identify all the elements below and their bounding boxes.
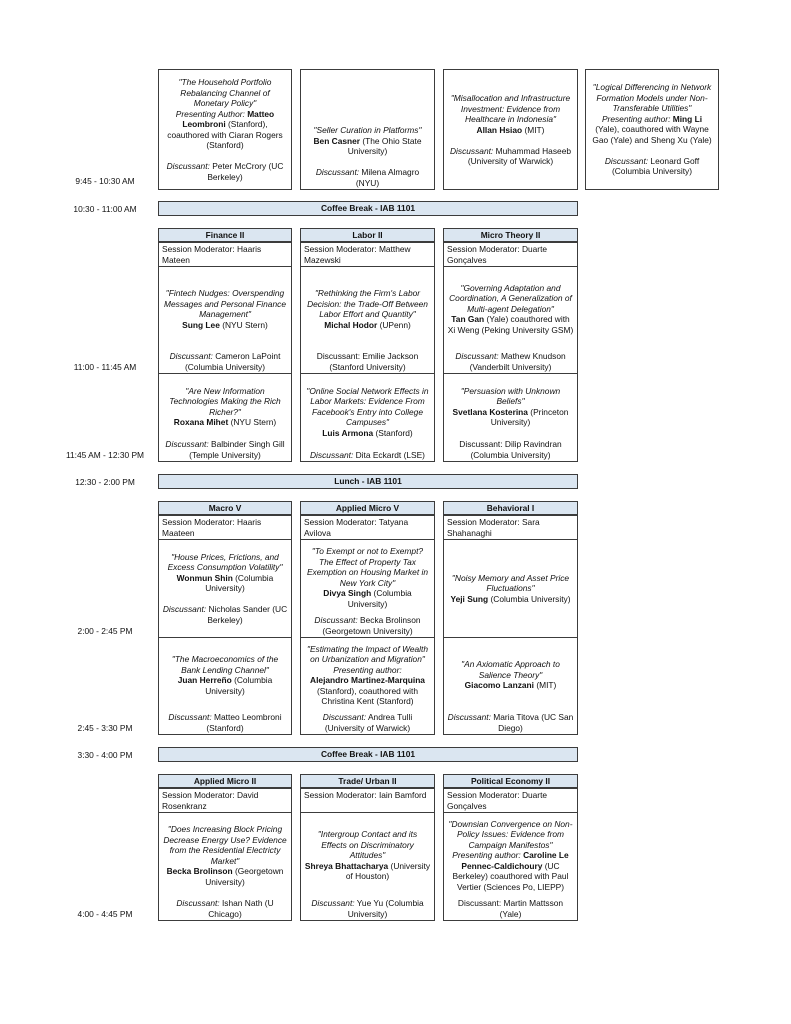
- presenter-name: Allan Hsiao: [476, 124, 523, 135]
- session-paper-cell: [443, 69, 578, 190]
- presenter-line: Presenting Author: Matteo Leombroni (Stanford), coauthored with Ciaran Rogers (Stanford): [167, 108, 283, 150]
- session-moderator: Session Moderator: Sara Shahanaghi: [443, 515, 578, 540]
- paper-cell: [158, 637, 292, 735]
- paper-cell: [158, 266, 292, 374]
- presenter-line: Yeji Sung (Columbia University): [450, 593, 571, 604]
- paper-title: "Noisy Memory and Asset Price Fluctuations": [451, 572, 570, 594]
- paper-title: "An Axiomatic Approach to Salience Theory": [461, 659, 560, 680]
- paper-title: "Seller Curation in Platforms": [313, 125, 422, 135]
- discussant-line: Discussant: Muhammad Haseeb (University of Warwick): [449, 145, 572, 166]
- discussant-line: Discussant: Peter McCrory (UC Berkeley): [166, 161, 284, 182]
- time-slot-label: 9:45 - 10:30 AM: [75, 176, 135, 186]
- presenter-name: Sung Lee: [182, 319, 220, 330]
- presenter-name: Wonmun Shin: [176, 572, 233, 583]
- paper-cell: [300, 637, 435, 735]
- presenter-line: Ben Casner (The Ohio State University): [313, 135, 422, 156]
- session-header: Applied Micro V: [300, 501, 435, 515]
- paper-title: "House Prices, Frictions, and Excess Consumption Volatility": [167, 551, 283, 573]
- coffee-break-bar: Coffee Break - IAB 1101: [158, 747, 578, 762]
- presenter-name: Becka Brolinson: [166, 866, 233, 876]
- presenter-line: Roxana Mihet (NYU Stern): [173, 417, 277, 427]
- session-paper-cell: [300, 69, 435, 190]
- session-paper-cell: [585, 69, 719, 190]
- time-slot-label: 2:45 - 3:30 PM: [77, 723, 133, 733]
- paper-cell: [158, 373, 292, 462]
- paper-title: "Are New Information Technologies Making the Rich Richer?": [169, 385, 281, 417]
- presenter-line: Allan Hsiao (MIT): [476, 124, 545, 135]
- session-header: Trade/ Urban II: [300, 774, 435, 788]
- presenter-line: Divya Singh (Columbia University): [323, 588, 412, 609]
- paper-title: "Fintech Nudges: Overspending Messages and Personal Finance Management": [164, 288, 286, 319]
- session-header: Micro Theory II: [443, 228, 578, 242]
- presenter-name: Juan Herreño: [177, 675, 232, 685]
- paper-cell: [443, 539, 578, 638]
- paper-title: "The Household Portfolio Rebalancing Channel of Monetary Policy": [178, 77, 272, 108]
- session-header: Applied Micro II: [158, 774, 292, 788]
- paper-title: "Misallocation and Infrastructure Investment: Evidence from Healthcare in Indonesia": [450, 93, 571, 124]
- session-header: Macro V: [158, 501, 292, 515]
- discussant-line: Discussant: Ishan Nath (U Chicago): [176, 898, 274, 919]
- discussant-line: Discussant: Martin Mattsson (Yale): [457, 898, 564, 919]
- time-slot-label: 11:00 - 11:45 AM: [73, 362, 137, 372]
- time-slot-label: 10:30 - 11:00 AM: [73, 204, 137, 214]
- presenter-name: Divya Singh: [323, 588, 372, 598]
- discussant-line: Discussant: Becka Brolinson (Georgetown University): [314, 615, 421, 636]
- presenter-name: Matteo Leombroni: [182, 108, 275, 129]
- paper-title: "Estimating the Impact of Wealth on Urbanization and Migration" Presenting author:: [306, 643, 429, 675]
- presenter-name: Caroline Le Pennec-Caldichoury: [461, 850, 569, 871]
- time-slot-label: 11:45 AM - 12:30 PM: [65, 450, 145, 460]
- discussant-line: Discussant: Dilip Ravindran (Columbia University): [459, 439, 562, 460]
- presenter-line: Juan Herreño (Columbia University): [177, 675, 273, 696]
- presenter-name: Roxana Mihet: [173, 417, 229, 427]
- paper-title: "Downsian Convergence on Non-Policy Issues: Evidence from Campaign Manifestos": [448, 818, 573, 850]
- presenter-line: Presenting author: Caroline Le Pennec-Caldichoury (UC Berkeley) coauthored with Paul Vertier (Sciences Po, LIEPP): [452, 850, 569, 892]
- discussant-line: Discussant: Andrea Tulli (University of Warwick): [322, 712, 413, 733]
- session-moderator: Session Moderator: Iain Bamford: [300, 788, 435, 813]
- discussant-line: Discussant: Dita Eckardt (LSE): [310, 449, 425, 460]
- session-header: Finance II: [158, 228, 292, 242]
- discussant-line: Discussant: Emilie Jackson (Stanford University): [316, 351, 419, 372]
- discussant-line: Discussant: Nicholas Sander (UC Berkeley): [162, 604, 288, 625]
- presenter-name: Svetlana Kosterina: [452, 406, 528, 417]
- session-header: Labor II: [300, 228, 435, 242]
- paper-cell: [443, 373, 578, 462]
- presenter-line: Luis Armona (Stanford): [322, 427, 413, 438]
- time-slot-label: 2:00 - 2:45 PM: [77, 626, 133, 636]
- discussant-line: Discussant: Mathew Knudson (Vanderbilt University): [455, 351, 566, 372]
- paper-title: "Rethinking the Firm's Labor Decision: the Trade-Off Between Labor Effort and Quantity": [307, 288, 428, 319]
- session-moderator: Session Moderator: Duarte Gonçalves: [443, 788, 578, 813]
- paper-cell: [443, 812, 578, 921]
- presenter-name: Alejandro Martinez-Marquina: [310, 675, 425, 685]
- time-slot-label: 12:30 - 2:00 PM: [75, 477, 135, 487]
- presenter-line: Shreya Bhattacharya (University of Houston): [304, 860, 431, 882]
- presenter-line: Sung Lee (NYU Stern): [182, 319, 268, 330]
- presenter-line: Michal Hodor (UPenn): [324, 319, 411, 330]
- session-paper-cell: [158, 69, 292, 190]
- discussant-line: Discussant: Milena Almagro (NYU): [315, 167, 420, 188]
- presenter-line: Becka Brolinson (Georgetown University): [166, 866, 284, 887]
- discussant-line: Discussant: Leonard Goff (Columbia University): [604, 155, 700, 177]
- presenter-name: Luis Armona: [322, 427, 374, 438]
- session-moderator: Session Moderator: Tatyana Avilova: [300, 515, 435, 540]
- paper-title: "To Exempt or not to Exempt? The Effect of Property Tax Exemption on Housing Market in New York City": [306, 546, 429, 588]
- paper-cell: [300, 373, 435, 462]
- discussant-line: Discussant: Cameron LaPoint (Columbia University): [169, 351, 281, 372]
- session-header: Behavioral I: [443, 501, 578, 515]
- lunch-bar: Lunch - IAB 1101: [158, 474, 578, 489]
- session-moderator: Session Moderator: Haaris Maateen: [158, 515, 292, 540]
- presenter-line: Tan Gan (Yale) coauthored with Xi Weng (Peking University GSM): [447, 314, 574, 335]
- session-header: Political Economy II: [443, 774, 578, 788]
- presenter-name: Shreya Bhattacharya: [304, 860, 389, 871]
- paper-cell: [158, 812, 292, 921]
- presenter-name: Michal Hodor: [324, 319, 378, 330]
- session-moderator: Session Moderator: David Rosenkranz: [158, 788, 292, 813]
- paper-cell: [443, 637, 578, 735]
- paper-title: "Does Increasing Block Pricing Decrease Energy Use? Evidence from the Residential Electricty Market": [163, 824, 287, 866]
- time-slot-label: 4:00 - 4:45 PM: [77, 909, 133, 919]
- session-moderator: Session Moderator: Haaris Mateen: [158, 242, 292, 267]
- paper-title: "The Macroeconomics of the Bank Lending Channel": [171, 654, 279, 675]
- paper-cell: [300, 266, 435, 374]
- paper-cell: [443, 266, 578, 374]
- presenter-line: Alejandro Martinez-Marquina (Stanford), coauthored with Christina Kent (Stanford): [310, 675, 425, 706]
- session-moderator: Session Moderator: Duarte Gonçalves: [443, 242, 578, 267]
- paper-cell: [158, 539, 292, 638]
- presenter-line: Presenting author: Ming Li (Yale), coauthored with Wayne Gao (Yale) and Sheng Xu (Yale): [592, 113, 712, 145]
- paper-cell: [300, 812, 435, 921]
- presenter-name: Yeji Sung: [450, 593, 489, 604]
- presenter-name: Tan Gan: [451, 314, 485, 325]
- presenter-name: Giacomo Lanzani: [464, 680, 534, 691]
- discussant-line: Discussant: Balbinder Singh Gill (Temple University): [165, 439, 285, 460]
- paper-title: "Logical Differencing in Network Formation Models under Non-Transferable Utilities": [592, 82, 712, 114]
- paper-cell: [300, 539, 435, 638]
- paper-title: "Governing Adaptation and Coordination, A Generalization of Multi-agent Delegation": [449, 282, 572, 314]
- paper-title: "Online Social Network Effects in Labor Markets: Evidence From Facebook's Entry into College Campuses": [306, 385, 429, 427]
- paper-title: "Intergroup Contact and its Effects on Discriminatory Attitudes": [317, 829, 418, 861]
- discussant-line: Discussant: Yue Yu (Columbia University): [311, 898, 424, 919]
- discussant-line: Discussant: Maria Titova (UC San Diego): [447, 712, 574, 733]
- presenter-name: Ming Li: [672, 113, 703, 124]
- presenter-line: Giacomo Lanzani (MIT): [464, 680, 557, 691]
- presenter-line: Svetlana Kosterina (Princeton University): [452, 406, 569, 427]
- discussant-line: Discussant: Matteo Leombroni (Stanford): [168, 712, 282, 733]
- presenter-name: Ben Casner: [313, 135, 361, 146]
- presenter-line: Wonmun Shin (Columbia University): [176, 572, 274, 594]
- time-slot-label: 3:30 - 4:00 PM: [77, 750, 133, 760]
- paper-title: "Persuasion with Unknown Beliefs": [460, 385, 561, 406]
- coffee-break-bar: Coffee Break - IAB 1101: [158, 201, 578, 216]
- session-moderator: Session Moderator: Matthew Mazewski: [300, 242, 435, 267]
